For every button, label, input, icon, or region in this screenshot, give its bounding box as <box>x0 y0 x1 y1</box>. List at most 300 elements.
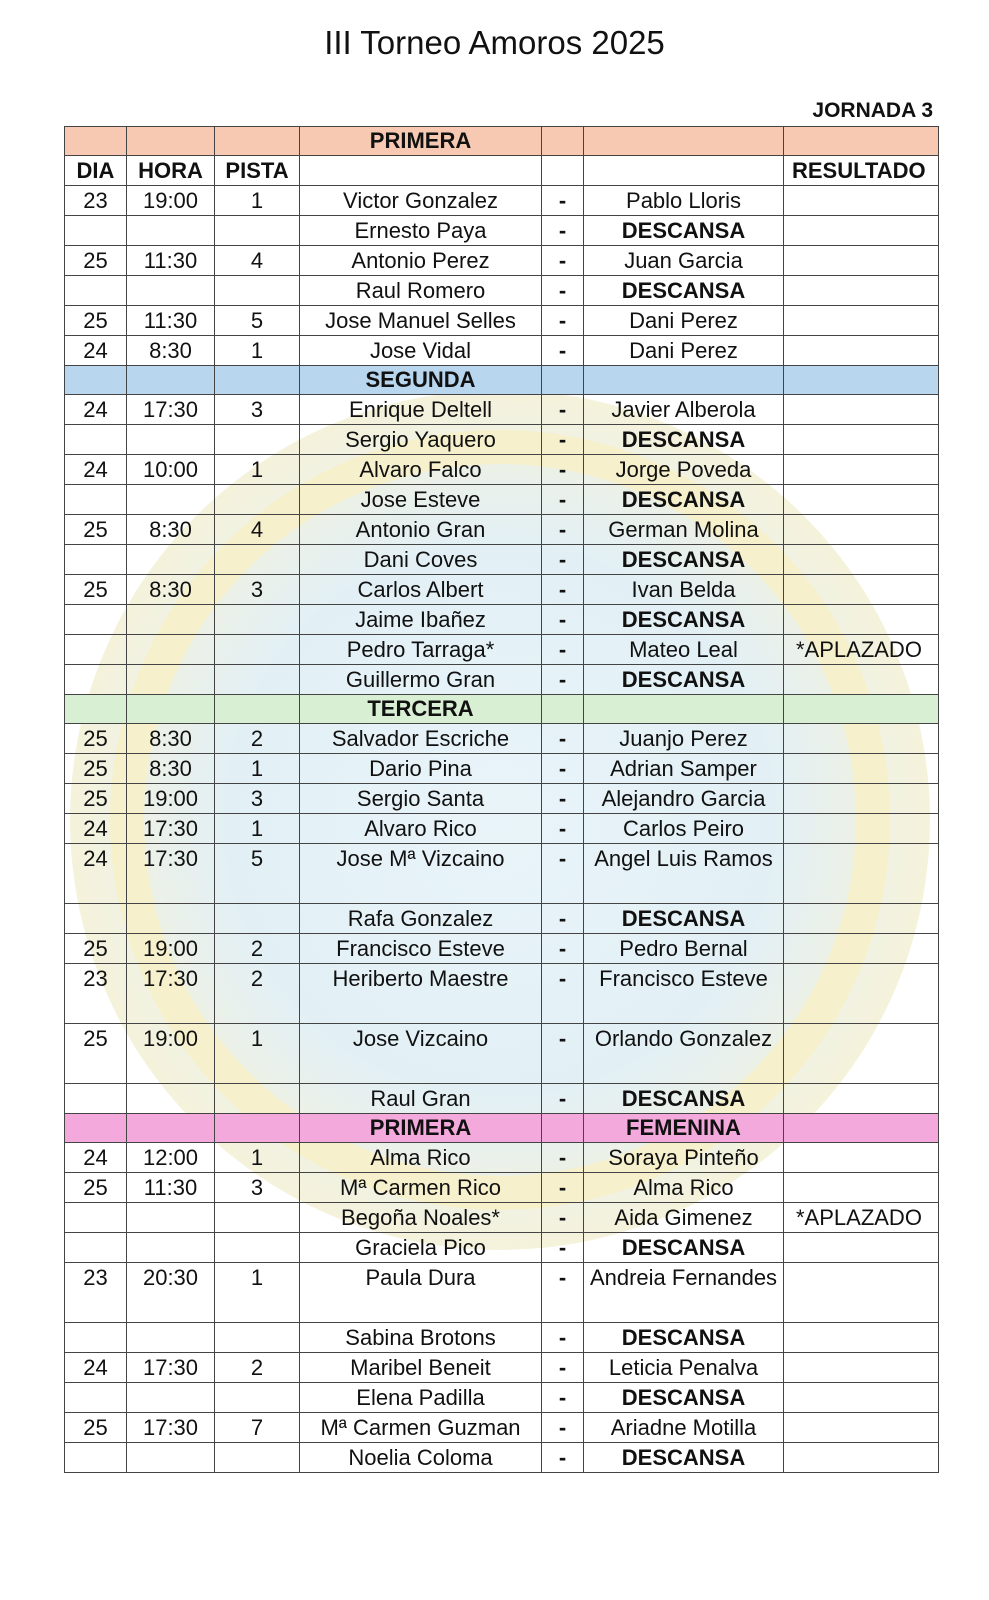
match-result <box>784 216 939 246</box>
match-separator: - <box>542 216 584 246</box>
match-court: 4 <box>215 515 300 545</box>
match-court: 1 <box>215 1263 300 1323</box>
match-player-visitor: Alma Rico <box>584 1173 784 1203</box>
match-time: 20:30 <box>127 1263 215 1323</box>
match-player-local: Mª Carmen Guzman <box>300 1413 542 1443</box>
match-row <box>65 1084 939 1114</box>
section-cell-blank <box>784 695 939 724</box>
match-separator: - <box>542 1443 584 1473</box>
match-player-visitor: Angel Luis Ramos <box>584 844 784 904</box>
match-row <box>65 575 939 605</box>
match-row <box>65 395 939 425</box>
match-court <box>215 904 300 934</box>
match-court <box>215 605 300 635</box>
match-court <box>215 1203 300 1233</box>
match-player-visitor: DESCANSA <box>584 665 784 695</box>
match-player-visitor: Juan Garcia <box>584 246 784 276</box>
match-player-local: Sergio Santa <box>300 784 542 814</box>
match-result <box>784 276 939 306</box>
section-cell-blank <box>65 695 127 724</box>
match-court: 7 <box>215 1413 300 1443</box>
match-court: 1 <box>215 336 300 366</box>
match-player-visitor: Orlando Gonzalez <box>584 1024 784 1084</box>
match-separator: - <box>542 934 584 964</box>
section-cell-blank <box>65 366 127 395</box>
match-separator: - <box>542 276 584 306</box>
match-row <box>65 186 939 216</box>
match-court: 1 <box>215 1143 300 1173</box>
match-row <box>65 1353 939 1383</box>
match-row <box>65 1203 939 1233</box>
match-time <box>127 605 215 635</box>
match-court: 3 <box>215 575 300 605</box>
match-player-visitor: DESCANSA <box>584 1383 784 1413</box>
match-player-local: Enrique Deltell <box>300 395 542 425</box>
match-result <box>784 545 939 575</box>
match-time: 17:30 <box>127 1413 215 1443</box>
match-result <box>784 575 939 605</box>
match-result <box>784 1353 939 1383</box>
match-result <box>784 336 939 366</box>
section-subtitle <box>584 695 784 724</box>
match-day: 24 <box>65 844 127 904</box>
match-court: 2 <box>215 1353 300 1383</box>
jornada-label: JORNADA 3 <box>812 99 933 122</box>
section-cell-blank <box>127 695 215 724</box>
match-day: 25 <box>65 724 127 754</box>
match-result <box>784 1263 939 1323</box>
match-row <box>65 276 939 306</box>
match-time: 8:30 <box>127 515 215 545</box>
match-day <box>65 545 127 575</box>
match-player-visitor: Ivan Belda <box>584 575 784 605</box>
match-separator: - <box>542 545 584 575</box>
match-time: 19:00 <box>127 1024 215 1084</box>
section-cell-blank <box>215 1114 300 1143</box>
match-row <box>65 515 939 545</box>
page-title: III Torneo Amoros 2025 <box>324 24 665 61</box>
column-header-blank <box>542 156 584 186</box>
match-day <box>65 1383 127 1413</box>
match-player-local: Dario Pina <box>300 754 542 784</box>
match-day: 25 <box>65 246 127 276</box>
section-cell-blank <box>542 1114 584 1143</box>
match-time <box>127 425 215 455</box>
match-player-local: Begoña Noales* <box>300 1203 542 1233</box>
section-cell-blank <box>215 127 300 156</box>
match-result: *APLAZADO <box>784 635 939 665</box>
match-day: 25 <box>65 1173 127 1203</box>
match-day: 24 <box>65 455 127 485</box>
match-player-visitor: Leticia Penalva <box>584 1353 784 1383</box>
match-separator: - <box>542 455 584 485</box>
match-separator: - <box>542 1263 584 1323</box>
match-day: 25 <box>65 934 127 964</box>
match-separator: - <box>542 306 584 336</box>
match-court: 1 <box>215 754 300 784</box>
match-day: 25 <box>65 515 127 545</box>
match-result <box>784 306 939 336</box>
match-result: *APLAZADO <box>784 1203 939 1233</box>
match-player-visitor: DESCANSA <box>584 904 784 934</box>
match-row <box>65 306 939 336</box>
match-row <box>65 336 939 366</box>
section-cell-blank <box>784 1114 939 1143</box>
match-row <box>65 635 939 665</box>
match-day: 25 <box>65 1413 127 1443</box>
match-day <box>65 904 127 934</box>
match-court: 3 <box>215 1173 300 1203</box>
section-title: TERCERA <box>300 695 542 724</box>
match-day <box>65 425 127 455</box>
section-cell-blank <box>542 366 584 395</box>
match-player-local: Alma Rico <box>300 1143 542 1173</box>
match-player-local: Carlos Albert <box>300 575 542 605</box>
match-row <box>65 246 939 276</box>
match-court <box>215 545 300 575</box>
match-row <box>65 605 939 635</box>
match-result <box>784 964 939 1024</box>
match-result <box>784 1143 939 1173</box>
match-player-visitor: Pedro Bernal <box>584 934 784 964</box>
section-title: PRIMERA <box>300 1114 542 1143</box>
match-day: 24 <box>65 395 127 425</box>
match-day: 23 <box>65 1263 127 1323</box>
match-player-local: Alvaro Rico <box>300 814 542 844</box>
match-player-visitor: DESCANSA <box>584 425 784 455</box>
match-time: 11:30 <box>127 246 215 276</box>
match-result <box>784 904 939 934</box>
match-time <box>127 1203 215 1233</box>
match-player-local: Rafa Gonzalez <box>300 904 542 934</box>
match-result <box>784 186 939 216</box>
match-court: 3 <box>215 395 300 425</box>
match-time <box>127 1084 215 1114</box>
column-header-blank <box>584 156 784 186</box>
match-result <box>784 784 939 814</box>
match-court <box>215 1233 300 1263</box>
match-time <box>127 216 215 246</box>
section-cell-blank <box>784 366 939 395</box>
match-separator: - <box>542 1413 584 1443</box>
match-player-visitor: DESCANSA <box>584 216 784 246</box>
match-day <box>65 216 127 246</box>
match-court <box>215 425 300 455</box>
column-header-blank <box>300 156 542 186</box>
match-time <box>127 276 215 306</box>
match-player-local: Mª Carmen Rico <box>300 1173 542 1203</box>
match-court: 3 <box>215 784 300 814</box>
match-row <box>65 964 939 1024</box>
match-court <box>215 635 300 665</box>
match-court: 1 <box>215 186 300 216</box>
match-player-visitor: DESCANSA <box>584 1084 784 1114</box>
match-separator: - <box>542 665 584 695</box>
column-header-pista: PISTA <box>215 156 300 186</box>
match-player-local: Jose Vidal <box>300 336 542 366</box>
match-separator: - <box>542 1383 584 1413</box>
match-separator: - <box>542 186 584 216</box>
column-header-dia: DIA <box>65 156 127 186</box>
match-player-local: Ernesto Paya <box>300 216 542 246</box>
match-result <box>784 844 939 904</box>
match-player-local: Sabina Brotons <box>300 1323 542 1353</box>
match-time: 19:00 <box>127 934 215 964</box>
match-result <box>784 754 939 784</box>
section-header-row <box>65 1114 939 1143</box>
section-cell-blank <box>215 366 300 395</box>
column-header-row <box>65 156 939 186</box>
match-time: 17:30 <box>127 395 215 425</box>
match-player-local: Antonio Gran <box>300 515 542 545</box>
match-separator: - <box>542 605 584 635</box>
match-court: 5 <box>215 306 300 336</box>
match-time: 11:30 <box>127 306 215 336</box>
match-time <box>127 1443 215 1473</box>
match-result <box>784 605 939 635</box>
match-row <box>65 1323 939 1353</box>
match-court <box>215 1443 300 1473</box>
match-result <box>784 1233 939 1263</box>
match-separator: - <box>542 515 584 545</box>
match-row <box>65 1233 939 1263</box>
match-row <box>65 1383 939 1413</box>
match-result <box>784 1084 939 1114</box>
match-day: 25 <box>65 1024 127 1084</box>
match-time: 8:30 <box>127 724 215 754</box>
match-player-visitor: Jorge Poveda <box>584 455 784 485</box>
column-header-resultado: RESULTADO <box>784 156 939 186</box>
match-row <box>65 1173 939 1203</box>
section-subtitle <box>584 127 784 156</box>
match-time <box>127 545 215 575</box>
match-separator: - <box>542 1233 584 1263</box>
match-player-local: Elena Padilla <box>300 1383 542 1413</box>
match-day: 24 <box>65 1353 127 1383</box>
section-cell-blank <box>127 366 215 395</box>
match-result <box>784 1383 939 1413</box>
match-separator: - <box>542 1203 584 1233</box>
section-cell-blank <box>542 695 584 724</box>
match-player-visitor: Javier Alberola <box>584 395 784 425</box>
match-time <box>127 904 215 934</box>
match-day <box>65 635 127 665</box>
match-separator: - <box>542 575 584 605</box>
match-row <box>65 485 939 515</box>
match-court <box>215 276 300 306</box>
match-court: 1 <box>215 455 300 485</box>
match-day <box>65 1084 127 1114</box>
match-time: 17:30 <box>127 844 215 904</box>
match-player-local: Salvador Escriche <box>300 724 542 754</box>
match-court <box>215 485 300 515</box>
match-separator: - <box>542 395 584 425</box>
match-separator: - <box>542 336 584 366</box>
match-separator: - <box>542 246 584 276</box>
match-row <box>65 1024 939 1084</box>
match-court <box>215 216 300 246</box>
match-player-local: Sergio Yaquero <box>300 425 542 455</box>
match-player-visitor: DESCANSA <box>584 605 784 635</box>
match-court: 2 <box>215 724 300 754</box>
match-result <box>784 1323 939 1353</box>
match-day: 25 <box>65 306 127 336</box>
section-cell-blank <box>784 127 939 156</box>
match-player-visitor: Alejandro Garcia <box>584 784 784 814</box>
match-day <box>65 485 127 515</box>
match-row <box>65 934 939 964</box>
match-court: 4 <box>215 246 300 276</box>
match-row <box>65 455 939 485</box>
match-player-visitor: Adrian Samper <box>584 754 784 784</box>
match-result <box>784 814 939 844</box>
match-row <box>65 1263 939 1323</box>
match-day: 25 <box>65 754 127 784</box>
match-player-visitor: DESCANSA <box>584 1323 784 1353</box>
match-court: 2 <box>215 964 300 1024</box>
match-result <box>784 665 939 695</box>
match-separator: - <box>542 1143 584 1173</box>
match-player-visitor: Mateo Leal <box>584 635 784 665</box>
match-player-local: Antonio Perez <box>300 246 542 276</box>
schedule-table <box>64 126 939 1473</box>
match-result <box>784 1443 939 1473</box>
match-row <box>65 814 939 844</box>
match-time: 8:30 <box>127 754 215 784</box>
match-player-local: Raul Romero <box>300 276 542 306</box>
match-player-visitor: DESCANSA <box>584 1443 784 1473</box>
match-day: 24 <box>65 814 127 844</box>
section-cell-blank <box>127 127 215 156</box>
match-row <box>65 1413 939 1443</box>
section-subtitle <box>584 366 784 395</box>
match-player-local: Victor Gonzalez <box>300 186 542 216</box>
match-time: 12:00 <box>127 1143 215 1173</box>
match-player-local: Jaime Ibañez <box>300 605 542 635</box>
match-row <box>65 216 939 246</box>
match-player-visitor: Juanjo Perez <box>584 724 784 754</box>
match-result <box>784 246 939 276</box>
section-cell-blank <box>65 127 127 156</box>
match-player-local: Francisco Esteve <box>300 934 542 964</box>
match-player-visitor: Soraya Pinteño <box>584 1143 784 1173</box>
match-separator: - <box>542 1024 584 1084</box>
match-separator: - <box>542 1353 584 1383</box>
section-cell-blank <box>215 695 300 724</box>
match-row <box>65 665 939 695</box>
match-row <box>65 904 939 934</box>
match-player-visitor: Ariadne Motilla <box>584 1413 784 1443</box>
match-court <box>215 665 300 695</box>
match-separator: - <box>542 1084 584 1114</box>
match-row <box>65 844 939 904</box>
section-cell-blank <box>65 1114 127 1143</box>
match-player-visitor: German Molina <box>584 515 784 545</box>
match-result <box>784 1024 939 1084</box>
match-player-local: Heriberto Maestre <box>300 964 542 1024</box>
match-day <box>65 1443 127 1473</box>
match-player-local: Alvaro Falco <box>300 455 542 485</box>
match-time <box>127 635 215 665</box>
section-subtitle: FEMENINA <box>584 1114 784 1143</box>
match-player-visitor: Dani Perez <box>584 306 784 336</box>
match-row <box>65 724 939 754</box>
match-result <box>784 515 939 545</box>
match-player-visitor: DESCANSA <box>584 545 784 575</box>
match-time <box>127 485 215 515</box>
match-court <box>215 1084 300 1114</box>
match-player-visitor: Aida Gimenez <box>584 1203 784 1233</box>
match-separator: - <box>542 844 584 904</box>
match-row <box>65 1143 939 1173</box>
match-result <box>784 934 939 964</box>
match-row <box>65 784 939 814</box>
match-court <box>215 1383 300 1413</box>
match-day: 25 <box>65 784 127 814</box>
match-day: 24 <box>65 1143 127 1173</box>
column-header-hora: HORA <box>127 156 215 186</box>
match-time: 10:00 <box>127 455 215 485</box>
match-day <box>65 1323 127 1353</box>
match-separator: - <box>542 724 584 754</box>
match-row <box>65 545 939 575</box>
match-court: 2 <box>215 934 300 964</box>
match-player-visitor: Pablo Lloris <box>584 186 784 216</box>
match-player-local: Jose Esteve <box>300 485 542 515</box>
match-day: 24 <box>65 336 127 366</box>
match-separator: - <box>542 485 584 515</box>
match-player-visitor: DESCANSA <box>584 485 784 515</box>
match-time: 19:00 <box>127 784 215 814</box>
match-time: 8:30 <box>127 575 215 605</box>
match-separator: - <box>542 904 584 934</box>
section-title: SEGUNDA <box>300 366 542 395</box>
match-player-local: Paula Dura <box>300 1263 542 1323</box>
match-court: 1 <box>215 814 300 844</box>
match-day: 23 <box>65 964 127 1024</box>
match-time <box>127 1383 215 1413</box>
match-player-local: Jose Mª Vizcaino <box>300 844 542 904</box>
match-day <box>65 1203 127 1233</box>
match-player-local: Guillermo Gran <box>300 665 542 695</box>
match-result <box>784 485 939 515</box>
match-result <box>784 395 939 425</box>
match-player-local: Noelia Coloma <box>300 1443 542 1473</box>
section-header-row <box>65 127 939 156</box>
match-day <box>65 276 127 306</box>
match-player-local: Maribel Beneit <box>300 1353 542 1383</box>
match-time: 19:00 <box>127 186 215 216</box>
match-separator: - <box>542 964 584 1024</box>
section-title: PRIMERA <box>300 127 542 156</box>
match-separator: - <box>542 425 584 455</box>
match-row <box>65 1443 939 1473</box>
match-day <box>65 665 127 695</box>
match-player-local: Pedro Tarraga* <box>300 635 542 665</box>
match-day <box>65 605 127 635</box>
match-result <box>784 1173 939 1203</box>
match-player-local: Graciela Pico <box>300 1233 542 1263</box>
match-result <box>784 455 939 485</box>
match-separator: - <box>542 1173 584 1203</box>
match-player-visitor: Carlos Peiro <box>584 814 784 844</box>
match-player-visitor: Dani Perez <box>584 336 784 366</box>
match-court: 1 <box>215 1024 300 1084</box>
match-court: 5 <box>215 844 300 904</box>
section-cell-blank <box>542 127 584 156</box>
match-separator: - <box>542 754 584 784</box>
match-time: 17:30 <box>127 1353 215 1383</box>
